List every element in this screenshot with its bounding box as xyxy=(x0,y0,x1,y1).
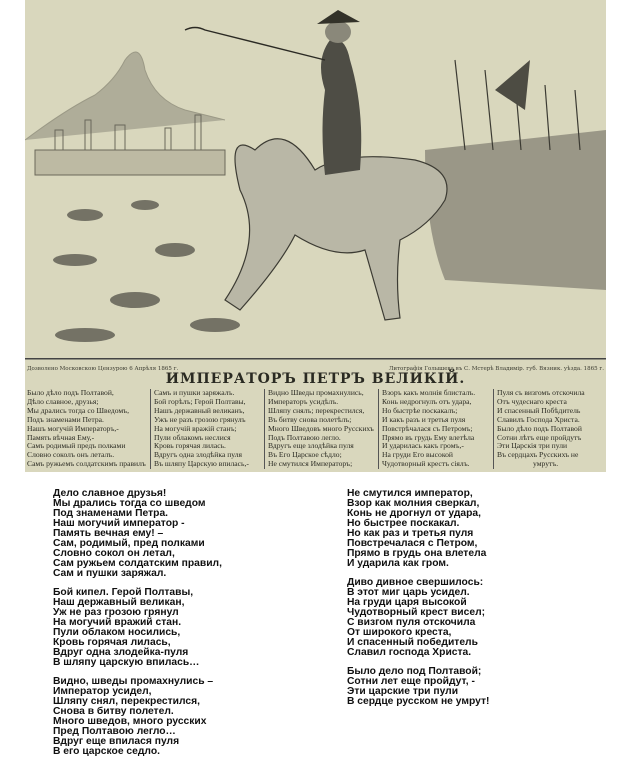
stanza xyxy=(53,489,222,579)
text-line: Дѣло славное, друзья; xyxy=(27,396,99,406)
text-line: Бой горѣлъ; Герой Полтавы, xyxy=(154,396,246,406)
text-line: Прямо в грудь она влетела xyxy=(347,548,487,559)
text-line: Но быстрее поскакал. xyxy=(347,518,460,529)
text-line: И ударилась какъ громъ,- xyxy=(382,441,464,451)
text-line: Наш державный великан, xyxy=(53,597,185,608)
text-line: Подъ знаменами Петра. xyxy=(27,414,104,424)
text-line: Самъ и пушки заряжалъ. xyxy=(154,388,235,397)
text-line: Мы дрались тогда со шведом xyxy=(53,498,206,509)
text-line: И спасенный победитель xyxy=(347,637,478,648)
text-line: Пули облакомъ неслися xyxy=(154,432,231,442)
print-column-1 xyxy=(27,389,146,469)
text-line: На могучій вражій станъ; xyxy=(154,423,237,433)
stanza xyxy=(347,578,489,658)
text-line: На могучий вражий стан. xyxy=(53,617,182,628)
text-line: Вдругъ еще злодѣйка пуля xyxy=(268,441,354,451)
text-line: На груди царя высокой xyxy=(347,597,467,608)
illustration-peter-on-horseback xyxy=(25,0,606,372)
poem-right-column xyxy=(347,489,489,716)
text-line: Память вѣчная Ему,- xyxy=(27,432,95,442)
text-line: Въ шляпу Царскую впилась,- xyxy=(154,459,249,469)
text-line: Дело славное друзья! xyxy=(53,488,167,499)
text-line: Конь недрогнулъ отъ удара, xyxy=(382,396,472,406)
text-line: Чудотворный крест висел; xyxy=(347,607,486,618)
text-line: В его царское седло. xyxy=(53,746,160,757)
text-line: Въ сердцахъ Русскихъ не xyxy=(497,450,579,460)
text-line: Самъ родимый предъ полками xyxy=(27,441,126,451)
text-line: Подъ Полтавою легло. xyxy=(268,432,341,442)
text-line: И ударила как гром. xyxy=(347,558,449,569)
stanza xyxy=(53,677,222,757)
text-line: Словно соколъ онъ леталъ. xyxy=(27,450,115,460)
text-line: Мы дрались тогда со Шведомъ, xyxy=(27,405,130,415)
text-line: Снова в битву полетел. xyxy=(53,706,174,717)
text-line: Не смутился Императоръ; xyxy=(268,459,353,469)
text-line: Пуля съ визгомъ отскочила xyxy=(497,388,585,397)
print-column-3 xyxy=(264,389,374,469)
text-line: Эти Царскія три пули xyxy=(497,441,568,451)
text-line: Не смутился император, xyxy=(347,488,473,499)
text-line: Сам и пушки заряжал. xyxy=(53,568,167,579)
print-column-5 xyxy=(493,389,585,469)
text-line: Въ Его Царское сѣдло; xyxy=(268,450,342,460)
lubok-print xyxy=(25,0,606,472)
text-line: Нашъ державный великанъ, xyxy=(154,405,245,415)
text-line: Ужъ не разъ грозою грянулъ xyxy=(154,414,246,424)
text-line: Видно Шведы промахнулись, xyxy=(268,388,364,397)
text-line: Вдруг еще впилася пуля xyxy=(53,736,180,747)
text-line: Было дѣло подъ Полтавой, xyxy=(27,388,114,397)
text-line: Бой кипел. Герой Полтавы, xyxy=(53,587,194,598)
text-line: В этот миг царь усидел. xyxy=(347,587,470,598)
text-line: Въ битву снова полетѣлъ; xyxy=(268,414,352,424)
text-line: В шляпу царскую впилась… xyxy=(53,657,200,668)
stanza xyxy=(347,489,489,569)
text-line: На груди Его высокой xyxy=(382,450,453,460)
text-line: Уж не раз грозою грянул xyxy=(53,607,179,618)
stanza xyxy=(347,667,489,707)
text-line: Прямо въ грудь Ему влетѣла xyxy=(382,432,475,442)
text-line: Нашъ могучій Императоръ,- xyxy=(27,423,119,433)
text-line: Кровь горячая лилась. xyxy=(154,441,226,451)
text-line: В сердце русском не умрут! xyxy=(347,696,490,707)
text-line: И какъ разъ и третья пуля xyxy=(382,414,466,424)
text-line: Пред Полтавою легло… xyxy=(53,726,176,737)
text-line: Сам ружьем солдатским правил, xyxy=(53,558,222,569)
text-line: умрутъ. xyxy=(533,459,559,469)
text-line: Конь не дрогнул от удара, xyxy=(347,508,481,519)
text-line: Эти царские три пули xyxy=(347,686,459,697)
text-line: Чудотворный крестъ сіялъ. xyxy=(382,459,470,469)
text-line: Диво дивное свершилось: xyxy=(347,577,484,588)
text-line: Вдруг одна злодейка-пуля xyxy=(53,647,189,658)
text-line: И спасенный Побѣдитель xyxy=(497,405,581,415)
print-column-4 xyxy=(378,389,475,469)
text-line: С визгом пуля отскочила xyxy=(347,617,476,628)
text-line: Шляпу снялъ; перекрестился, xyxy=(268,405,365,415)
censor-caption: Дозволено Московскою Цензурою 6 Апрѣля 1865 г. xyxy=(27,366,179,372)
text-line: Много Шведовъ много Русскихъ xyxy=(268,423,374,433)
text-line: Кровь горячая лилась, xyxy=(53,637,171,648)
text-line: Наш могучий император - xyxy=(53,518,185,529)
text-line: Пули облаком носились, xyxy=(53,627,181,638)
text-line: Императоръ усидѣлъ. xyxy=(268,396,339,406)
poem-left-column xyxy=(53,489,222,766)
text-line: Сам, родимый, пред полками xyxy=(53,538,205,549)
text-line: Но как раз и третья пуля xyxy=(347,528,474,539)
text-line: Сотни лѣтъ еще пройдутъ xyxy=(497,432,582,442)
text-line: Повстрѣчалася съ Петромъ; xyxy=(382,423,473,433)
text-line: Взор как молния сверкал, xyxy=(347,498,480,509)
print-column-2 xyxy=(150,389,249,469)
text-line: Император усидел, xyxy=(53,686,152,697)
text-line: Отъ чудеснаго креста xyxy=(497,396,567,406)
lithography-caption: Литографія Голышева въ С. Мстерѣ Владимір. губ. Вязник. уѣзда. 1865 г. xyxy=(388,366,604,372)
text-line: Много шведов, много русских xyxy=(53,716,207,727)
text-line: Было дѣло подъ Полтавой xyxy=(497,423,582,433)
text-line: Славилъ Господа Христа. xyxy=(497,414,580,424)
text-line: Память вечная ему! – xyxy=(53,528,164,539)
text-line: Взоръ какъ молнія блисталъ. xyxy=(382,388,476,397)
text-line: От широкого креста, xyxy=(347,627,452,638)
text-line: Шляпу снял, перекрестился, xyxy=(53,696,201,707)
text-line: Повстречалася с Петром, xyxy=(347,538,478,549)
text-line: Славил господа Христа. xyxy=(347,647,472,658)
text-line: Было дело под Полтавой; xyxy=(347,666,482,677)
text-line: Самъ ружьемъ солдатскимъ правилъ xyxy=(27,459,146,469)
text-line: Словно сокол он летал, xyxy=(53,548,175,559)
text-line: Под знаменами Петра. xyxy=(53,508,169,519)
text-line: Но быстрѣе поскакалъ; xyxy=(382,405,458,415)
text-line: Вдругъ одна злодѣйка пуля xyxy=(154,450,243,460)
text-line: Сотни лет еще пройдут, - xyxy=(347,676,475,687)
print-title: ИМПЕРАТОРЪ ПЕТРЪ ВЕЛИКІЙ. xyxy=(165,371,466,387)
stanza xyxy=(53,588,222,668)
text-line: Видно, шведы промахнулись – xyxy=(53,676,214,687)
